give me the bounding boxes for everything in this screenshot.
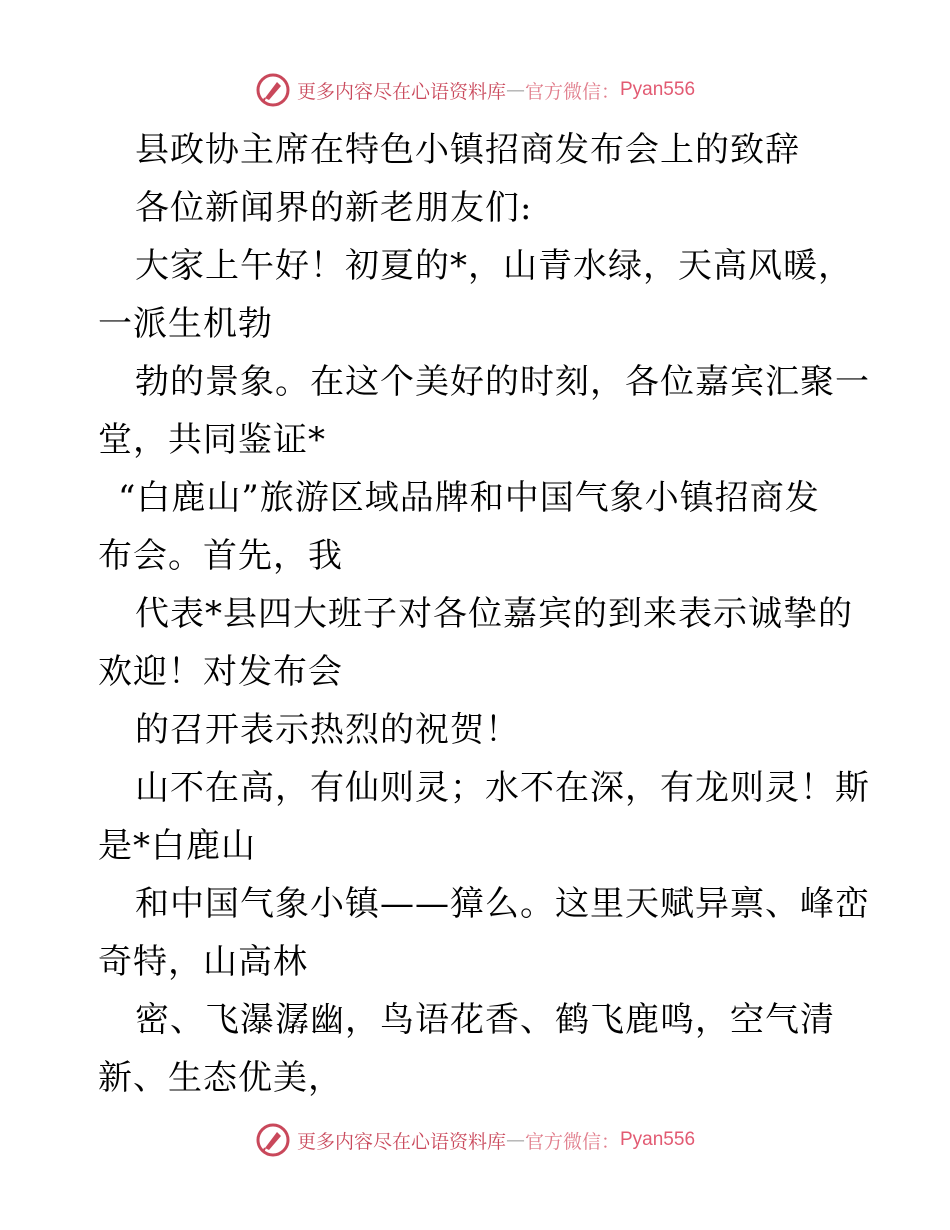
quill-logo-icon: [255, 1122, 291, 1158]
document-line: 代表*县四大班子对各位嘉宾的到来表示诚挚的: [135, 594, 853, 634]
document-line: 大家上午好！初夏的*，山青水绿，天高风暖，: [135, 246, 853, 286]
banner-wechat-id: Pyan556: [620, 79, 696, 100]
banner-wechat-id: Pyan556: [620, 1129, 696, 1150]
document-line: 是*白鹿山: [98, 826, 256, 866]
document-line: 山不在高，有仙则灵；水不在深，有龙则灵！斯: [135, 768, 870, 808]
footer-watermark-banner: [0, 1120, 950, 1160]
document-line: 布会。首先，我: [98, 536, 343, 576]
document-line: 的召开表示热烈的祝贺！: [135, 710, 520, 750]
document-line: 欢迎！对发布会: [98, 652, 343, 692]
banner-text-main: 更多内容尽在心语资料库: [296, 80, 506, 103]
banner-separator: —: [505, 1129, 525, 1151]
document-line: 堂，共同鉴证*: [98, 420, 326, 460]
banner-wechat-label: 官方微信：: [524, 1130, 620, 1153]
document-line: 一派生机勃: [98, 304, 273, 344]
document-title: 县政协主席在特色小镇招商发布会上的致辞: [135, 130, 800, 170]
banner-separator: —: [505, 79, 525, 101]
document-line: 新、生态优美，: [98, 1058, 343, 1098]
document-line: 和中国气象小镇——獐么。这里天赋异禀、峰峦: [135, 884, 870, 924]
document-line: 奇特，山高林: [98, 942, 308, 982]
banner-wechat-label: 官方微信：: [524, 80, 620, 103]
banner-text-main: 更多内容尽在心语资料库: [296, 1130, 506, 1153]
document-line: 密、飞瀑潺幽，鸟语花香、鹤飞鹿鸣，空气清: [135, 1000, 835, 1040]
header-watermark-banner: [0, 70, 950, 110]
document-line: 各位新闻界的新老朋友们:: [135, 188, 533, 228]
quill-logo-icon: [255, 72, 291, 108]
document-line: “白鹿山”旅游区域品牌和中国气象小镇招商发: [118, 478, 820, 518]
document-line: 勃的景象。在这个美好的时刻，各位嘉宾汇聚一: [135, 362, 870, 402]
